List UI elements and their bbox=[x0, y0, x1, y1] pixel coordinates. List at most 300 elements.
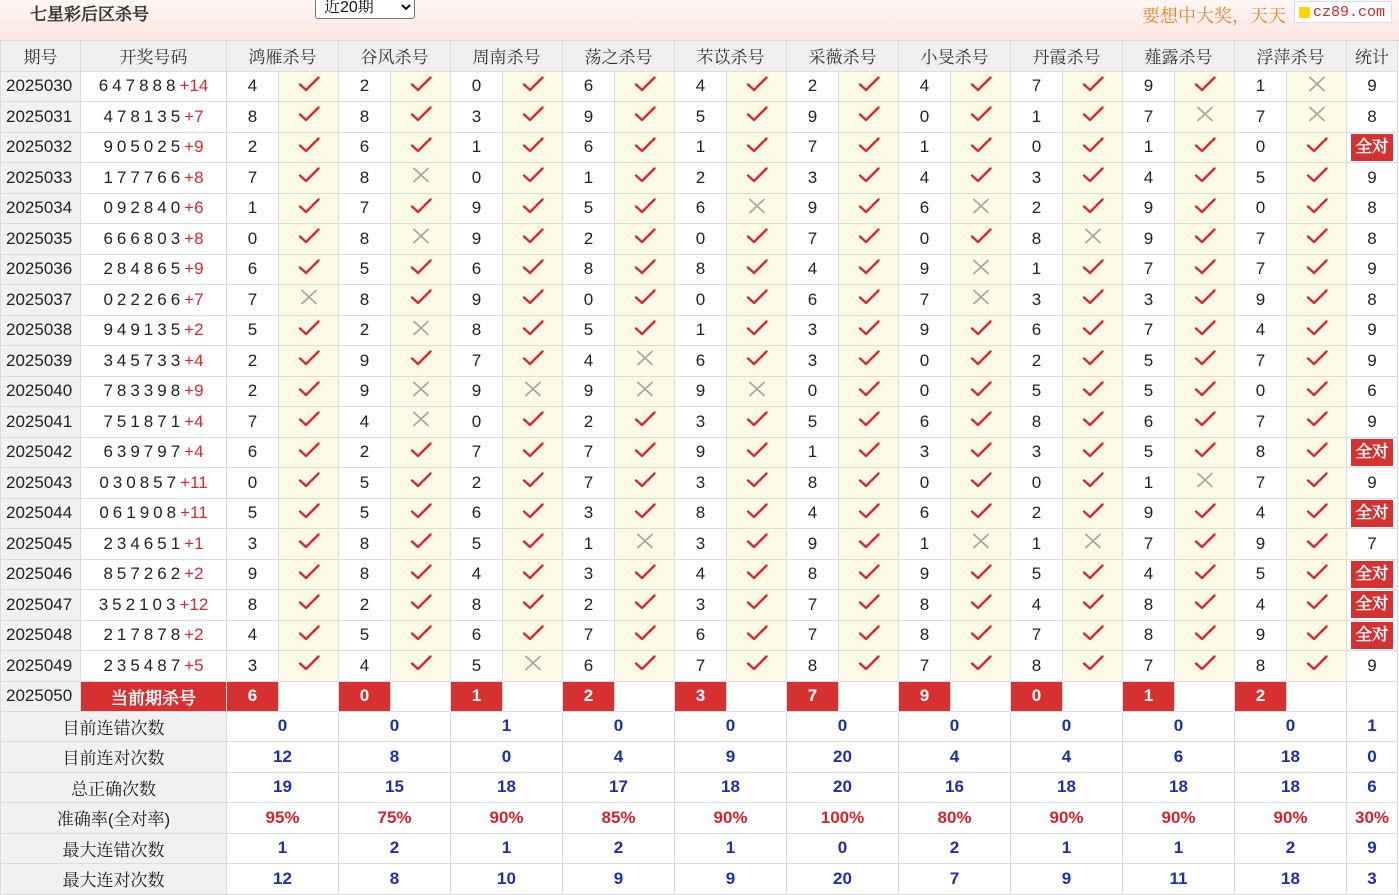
all-correct-badge: 全对 bbox=[1351, 500, 1393, 527]
stat-label: 最大连对次数 bbox=[1, 864, 227, 895]
issue-cell: 2025030 bbox=[1, 71, 81, 102]
period-select[interactable] bbox=[315, 0, 415, 19]
check-icon bbox=[1063, 590, 1123, 621]
col-header-expert[interactable]: 芣苡杀号 bbox=[675, 41, 787, 72]
kill-number-cell: 7 bbox=[563, 437, 615, 468]
check-icon bbox=[839, 437, 899, 468]
stat-value: 18 bbox=[1123, 772, 1235, 803]
check-icon bbox=[503, 590, 563, 621]
stat-value: 0 bbox=[787, 833, 899, 864]
draw-cell bbox=[81, 468, 227, 499]
draw-cell bbox=[81, 71, 227, 102]
draw-cell bbox=[81, 193, 227, 224]
kill-number-cell: 7 bbox=[451, 346, 503, 377]
stat-row bbox=[1, 772, 1398, 803]
check-icon bbox=[839, 224, 899, 255]
kill-number-cell: 4 bbox=[563, 346, 615, 377]
check-icon bbox=[1175, 559, 1235, 590]
kill-number-cell: 5 bbox=[1235, 559, 1287, 590]
col-header-expert[interactable]: 丹霞杀号 bbox=[1011, 41, 1123, 72]
kill-number-cell: 2 bbox=[451, 468, 503, 499]
check-icon bbox=[1175, 498, 1235, 529]
kill-number-cell: 2 bbox=[227, 376, 279, 407]
check-icon bbox=[839, 102, 899, 133]
kill-number-cell: 9 bbox=[339, 376, 391, 407]
kill-number-cell: 4 bbox=[227, 71, 279, 102]
check-icon bbox=[1063, 163, 1123, 194]
stat-value: 4 bbox=[563, 742, 675, 773]
kill-number-cell: 5 bbox=[1011, 376, 1063, 407]
kill-number-cell: 7 bbox=[1235, 102, 1287, 133]
stat-row bbox=[1, 711, 1398, 742]
check-icon bbox=[391, 498, 451, 529]
col-header-expert[interactable]: 荡之杀号 bbox=[563, 41, 675, 72]
check-icon bbox=[839, 468, 899, 499]
cross-icon bbox=[391, 315, 451, 346]
kill-number-cell: 6 bbox=[563, 132, 615, 163]
stat-total: 0 bbox=[1347, 742, 1398, 773]
check-icon bbox=[503, 254, 563, 285]
col-header-expert[interactable]: 薤露杀号 bbox=[1123, 41, 1235, 72]
check-icon bbox=[615, 285, 675, 316]
check-icon bbox=[1287, 224, 1347, 255]
check-icon bbox=[391, 468, 451, 499]
check-icon bbox=[615, 559, 675, 590]
check-icon bbox=[1175, 163, 1235, 194]
current-kill-number: 1 bbox=[1123, 681, 1175, 711]
check-icon bbox=[951, 620, 1011, 651]
stat-value: 18 bbox=[451, 772, 563, 803]
kill-number-cell: 1 bbox=[1123, 132, 1175, 163]
check-icon bbox=[839, 132, 899, 163]
stat-value: 1 bbox=[451, 711, 563, 742]
check-icon bbox=[839, 529, 899, 560]
kill-number-cell: 4 bbox=[675, 559, 727, 590]
kill-number-cell: 9 bbox=[451, 224, 503, 255]
total-cell bbox=[1347, 132, 1398, 163]
check-icon bbox=[503, 315, 563, 346]
check-icon bbox=[951, 163, 1011, 194]
col-header-expert[interactable]: 周南杀号 bbox=[451, 41, 563, 72]
check-icon bbox=[503, 163, 563, 194]
kill-number-cell: 1 bbox=[899, 132, 951, 163]
all-correct-badge: 全对 bbox=[1351, 134, 1393, 161]
current-kill-number: 1 bbox=[451, 681, 503, 711]
draw-bonus: +4 bbox=[184, 411, 204, 431]
stat-value: 4 bbox=[899, 742, 1011, 773]
cross-icon bbox=[727, 193, 787, 224]
draw-bonus: +2 bbox=[184, 564, 204, 584]
check-icon bbox=[391, 102, 451, 133]
stat-value: 1 bbox=[1011, 833, 1123, 864]
total-cell bbox=[1347, 498, 1398, 529]
table-row bbox=[1, 315, 1398, 346]
check-icon bbox=[279, 468, 339, 499]
draw-cell bbox=[81, 590, 227, 621]
col-header-draw: 开奖号码 bbox=[81, 41, 227, 72]
draw-digits: 061908 bbox=[99, 503, 181, 523]
total-cell: 9 bbox=[1347, 407, 1398, 438]
check-icon bbox=[615, 224, 675, 255]
check-icon bbox=[727, 346, 787, 377]
cross-icon bbox=[391, 407, 451, 438]
col-header-expert[interactable]: 浮萍杀号 bbox=[1235, 41, 1347, 72]
check-icon bbox=[727, 529, 787, 560]
col-header-expert[interactable]: 采薇杀号 bbox=[787, 41, 899, 72]
check-icon bbox=[615, 315, 675, 346]
kill-number-cell: 8 bbox=[899, 590, 951, 621]
issue-cell: 2025034 bbox=[1, 193, 81, 224]
empty-cell bbox=[951, 681, 1011, 711]
check-icon bbox=[615, 163, 675, 194]
kill-number-cell: 3 bbox=[451, 102, 503, 133]
kill-number-cell: 4 bbox=[1235, 315, 1287, 346]
stat-value: 2 bbox=[1235, 833, 1347, 864]
draw-digits: 177766 bbox=[103, 167, 185, 187]
col-header-expert[interactable]: 小旻杀号 bbox=[899, 41, 1011, 72]
check-icon bbox=[1287, 559, 1347, 590]
current-kill-number: 9 bbox=[899, 681, 951, 711]
draw-digits: 030857 bbox=[99, 472, 181, 492]
check-icon bbox=[503, 224, 563, 255]
kill-number-cell: 8 bbox=[227, 102, 279, 133]
check-icon bbox=[1063, 315, 1123, 346]
cross-icon bbox=[727, 376, 787, 407]
check-icon bbox=[1287, 285, 1347, 316]
check-icon bbox=[951, 71, 1011, 102]
table-row bbox=[1, 102, 1398, 133]
table-row bbox=[1, 620, 1398, 651]
draw-digits: 235487 bbox=[103, 655, 185, 675]
check-icon bbox=[951, 651, 1011, 682]
check-icon bbox=[503, 346, 563, 377]
cross-icon bbox=[1287, 102, 1347, 133]
header-row bbox=[1, 41, 1398, 72]
stat-value: 8 bbox=[339, 742, 451, 773]
draw-bonus: +2 bbox=[184, 625, 204, 645]
stat-value: 16 bbox=[899, 772, 1011, 803]
check-icon bbox=[1287, 376, 1347, 407]
stat-value: 9 bbox=[563, 864, 675, 895]
check-icon bbox=[727, 407, 787, 438]
kill-number-cell: 8 bbox=[451, 315, 503, 346]
stat-value: 11 bbox=[1123, 864, 1235, 895]
table-row bbox=[1, 285, 1398, 316]
kill-number-cell: 6 bbox=[899, 407, 951, 438]
kill-number-cell: 2 bbox=[339, 315, 391, 346]
kill-number-cell: 7 bbox=[1235, 468, 1287, 499]
check-icon bbox=[391, 590, 451, 621]
check-icon bbox=[1175, 254, 1235, 285]
check-icon bbox=[391, 437, 451, 468]
draw-cell bbox=[81, 376, 227, 407]
kill-number-cell: 9 bbox=[787, 529, 839, 560]
col-header-expert[interactable]: 鸿雁杀号 bbox=[227, 41, 339, 72]
draw-bonus: +11 bbox=[180, 503, 208, 523]
total-cell: 9 bbox=[1347, 315, 1398, 346]
stat-total: 9 bbox=[1347, 833, 1398, 864]
check-icon bbox=[503, 559, 563, 590]
kill-number-cell: 9 bbox=[451, 285, 503, 316]
kill-number-cell: 7 bbox=[787, 590, 839, 621]
kill-number-cell: 3 bbox=[787, 163, 839, 194]
stat-value: 9 bbox=[675, 864, 787, 895]
stat-value: 0 bbox=[675, 711, 787, 742]
draw-bonus: +8 bbox=[184, 167, 204, 187]
kill-number-cell: 8 bbox=[339, 559, 391, 590]
kill-number-cell: 6 bbox=[787, 285, 839, 316]
kill-number-cell: 7 bbox=[1011, 620, 1063, 651]
kill-number-cell: 2 bbox=[563, 407, 615, 438]
check-icon bbox=[1287, 620, 1347, 651]
check-icon bbox=[727, 468, 787, 499]
draw-digits: 783398 bbox=[103, 381, 185, 401]
issue-cell: 2025045 bbox=[1, 529, 81, 560]
table-row bbox=[1, 346, 1398, 377]
check-icon bbox=[1063, 193, 1123, 224]
stat-value: 80% bbox=[899, 803, 1011, 834]
cross-icon bbox=[951, 254, 1011, 285]
kill-number-cell: 0 bbox=[1235, 193, 1287, 224]
current-kill-number: 3 bbox=[675, 681, 727, 711]
draw-bonus: +5 bbox=[184, 655, 204, 675]
draw-cell bbox=[81, 620, 227, 651]
cross-icon bbox=[391, 224, 451, 255]
stat-value: 20 bbox=[787, 772, 899, 803]
check-icon bbox=[391, 620, 451, 651]
check-icon bbox=[727, 559, 787, 590]
draw-digits: 234651 bbox=[103, 533, 185, 553]
kill-number-cell: 9 bbox=[1235, 529, 1287, 560]
stat-value: 0 bbox=[451, 742, 563, 773]
stat-label: 准确率(全对率) bbox=[1, 803, 227, 834]
check-icon bbox=[615, 254, 675, 285]
check-icon bbox=[279, 620, 339, 651]
draw-cell bbox=[81, 346, 227, 377]
kill-number-table bbox=[0, 40, 1398, 895]
check-icon bbox=[279, 376, 339, 407]
stat-value: 20 bbox=[787, 864, 899, 895]
kill-number-cell: 8 bbox=[787, 651, 839, 682]
check-icon bbox=[1063, 437, 1123, 468]
total-cell: 9 bbox=[1347, 163, 1398, 194]
draw-cell bbox=[81, 163, 227, 194]
stat-value: 0 bbox=[1123, 711, 1235, 742]
kill-number-cell: 4 bbox=[1123, 559, 1175, 590]
draw-cell bbox=[81, 498, 227, 529]
kill-number-cell: 5 bbox=[1235, 163, 1287, 194]
kill-number-cell: 1 bbox=[227, 193, 279, 224]
stat-value: 0 bbox=[899, 711, 1011, 742]
check-icon bbox=[391, 71, 451, 102]
issue-cell: 2025035 bbox=[1, 224, 81, 255]
check-icon bbox=[839, 163, 899, 194]
draw-cell bbox=[81, 285, 227, 316]
check-icon bbox=[503, 102, 563, 133]
kill-number-cell: 1 bbox=[675, 315, 727, 346]
check-icon bbox=[615, 71, 675, 102]
kill-number-cell: 4 bbox=[1235, 498, 1287, 529]
kill-number-cell: 0 bbox=[1235, 376, 1287, 407]
check-icon bbox=[279, 651, 339, 682]
cross-icon bbox=[1063, 224, 1123, 255]
check-icon bbox=[1287, 346, 1347, 377]
draw-bonus: +4 bbox=[184, 350, 204, 370]
check-icon bbox=[1175, 224, 1235, 255]
kill-number-cell: 8 bbox=[1235, 651, 1287, 682]
issue-cell: 2025042 bbox=[1, 437, 81, 468]
kill-number-cell: 5 bbox=[339, 468, 391, 499]
kill-number-cell: 0 bbox=[899, 376, 951, 407]
kill-number-cell: 9 bbox=[1123, 224, 1175, 255]
table-row bbox=[1, 437, 1398, 468]
kill-number-cell: 2 bbox=[787, 71, 839, 102]
check-icon bbox=[839, 407, 899, 438]
check-icon bbox=[951, 468, 1011, 499]
draw-bonus: +2 bbox=[184, 320, 204, 340]
stat-value: 7 bbox=[899, 864, 1011, 895]
kill-number-cell: 5 bbox=[227, 498, 279, 529]
check-icon bbox=[391, 193, 451, 224]
empty-cell bbox=[1347, 681, 1398, 711]
check-icon bbox=[951, 376, 1011, 407]
kill-number-cell: 8 bbox=[339, 285, 391, 316]
kill-number-cell: 9 bbox=[899, 559, 951, 590]
kill-number-cell: 6 bbox=[563, 651, 615, 682]
issue-cell: 2025041 bbox=[1, 407, 81, 438]
kill-number-cell: 3 bbox=[675, 407, 727, 438]
site-badge[interactable] bbox=[1294, 1, 1392, 23]
stat-value: 0 bbox=[1011, 711, 1123, 742]
kill-number-cell: 3 bbox=[675, 590, 727, 621]
kill-number-cell: 8 bbox=[675, 254, 727, 285]
check-icon bbox=[839, 71, 899, 102]
stat-value: 17 bbox=[563, 772, 675, 803]
stat-value: 75% bbox=[339, 803, 451, 834]
check-icon bbox=[503, 529, 563, 560]
col-header-expert[interactable]: 谷风杀号 bbox=[339, 41, 451, 72]
check-icon bbox=[1287, 407, 1347, 438]
draw-bonus: +11 bbox=[180, 472, 208, 492]
kill-number-cell: 7 bbox=[899, 285, 951, 316]
kill-number-cell: 0 bbox=[227, 224, 279, 255]
kill-number-cell: 3 bbox=[1011, 285, 1063, 316]
draw-digits: 751871 bbox=[103, 411, 185, 431]
stat-value: 85% bbox=[563, 803, 675, 834]
draw-cell bbox=[81, 651, 227, 682]
check-icon bbox=[1063, 102, 1123, 133]
kill-number-cell: 5 bbox=[675, 102, 727, 133]
table-row bbox=[1, 193, 1398, 224]
kill-number-cell: 7 bbox=[339, 193, 391, 224]
kill-number-cell: 5 bbox=[563, 315, 615, 346]
kill-number-cell: 4 bbox=[899, 163, 951, 194]
kill-number-cell: 7 bbox=[1235, 346, 1287, 377]
kill-number-cell: 1 bbox=[1011, 102, 1063, 133]
stat-total: 3 bbox=[1347, 864, 1398, 895]
total-cell: 8 bbox=[1347, 193, 1398, 224]
check-icon bbox=[1063, 559, 1123, 590]
kill-number-cell: 6 bbox=[451, 620, 503, 651]
kill-number-cell: 6 bbox=[227, 437, 279, 468]
cross-icon bbox=[615, 346, 675, 377]
empty-cell bbox=[391, 681, 451, 711]
check-icon bbox=[1175, 285, 1235, 316]
draw-cell bbox=[81, 529, 227, 560]
table-row bbox=[1, 590, 1398, 621]
check-icon bbox=[727, 651, 787, 682]
check-icon bbox=[1287, 132, 1347, 163]
cross-icon bbox=[279, 285, 339, 316]
kill-number-cell: 9 bbox=[787, 102, 839, 133]
stat-value: 10 bbox=[451, 864, 563, 895]
check-icon bbox=[279, 346, 339, 377]
kill-number-cell: 5 bbox=[1123, 376, 1175, 407]
draw-cell bbox=[81, 407, 227, 438]
check-icon bbox=[503, 437, 563, 468]
check-icon bbox=[1175, 132, 1235, 163]
check-icon bbox=[1063, 651, 1123, 682]
total-cell: 9 bbox=[1347, 468, 1398, 499]
kill-number-cell: 3 bbox=[675, 529, 727, 560]
check-icon bbox=[279, 590, 339, 621]
kill-number-cell: 3 bbox=[563, 559, 615, 590]
kill-number-cell: 0 bbox=[563, 285, 615, 316]
kill-number-cell: 0 bbox=[227, 468, 279, 499]
check-icon bbox=[1287, 468, 1347, 499]
check-icon bbox=[951, 346, 1011, 377]
stat-value: 100% bbox=[787, 803, 899, 834]
draw-cell bbox=[81, 102, 227, 133]
kill-number-cell: 7 bbox=[227, 407, 279, 438]
stat-value: 6 bbox=[1123, 742, 1235, 773]
kill-number-cell: 9 bbox=[227, 559, 279, 590]
stat-value: 12 bbox=[227, 864, 339, 895]
table-row bbox=[1, 559, 1398, 590]
kill-number-cell: 7 bbox=[451, 437, 503, 468]
check-icon bbox=[1175, 620, 1235, 651]
issue-cell: 2025043 bbox=[1, 468, 81, 499]
draw-digits: 905025 bbox=[103, 137, 185, 157]
check-icon bbox=[839, 285, 899, 316]
kill-number-cell: 6 bbox=[451, 498, 503, 529]
kill-number-cell: 0 bbox=[899, 346, 951, 377]
top-bar bbox=[0, 0, 1399, 41]
draw-bonus: +14 bbox=[179, 76, 209, 96]
empty-cell bbox=[1287, 681, 1347, 711]
kill-number-cell: 6 bbox=[451, 254, 503, 285]
check-icon bbox=[951, 315, 1011, 346]
kill-number-cell: 1 bbox=[899, 529, 951, 560]
draw-digits: 217878 bbox=[103, 625, 185, 645]
check-icon bbox=[391, 651, 451, 682]
check-icon bbox=[279, 71, 339, 102]
total-cell: 7 bbox=[1347, 529, 1398, 560]
cross-icon bbox=[1175, 102, 1235, 133]
stat-value: 0 bbox=[1235, 711, 1347, 742]
kill-number-cell: 9 bbox=[451, 376, 503, 407]
total-cell: 8 bbox=[1347, 102, 1398, 133]
draw-cell bbox=[81, 254, 227, 285]
stat-value: 2 bbox=[899, 833, 1011, 864]
check-icon bbox=[279, 224, 339, 255]
table-row bbox=[1, 651, 1398, 682]
check-icon bbox=[279, 498, 339, 529]
check-icon bbox=[839, 376, 899, 407]
kill-number-cell: 7 bbox=[899, 651, 951, 682]
total-cell: 6 bbox=[1347, 376, 1398, 407]
total-cell: 9 bbox=[1347, 346, 1398, 377]
